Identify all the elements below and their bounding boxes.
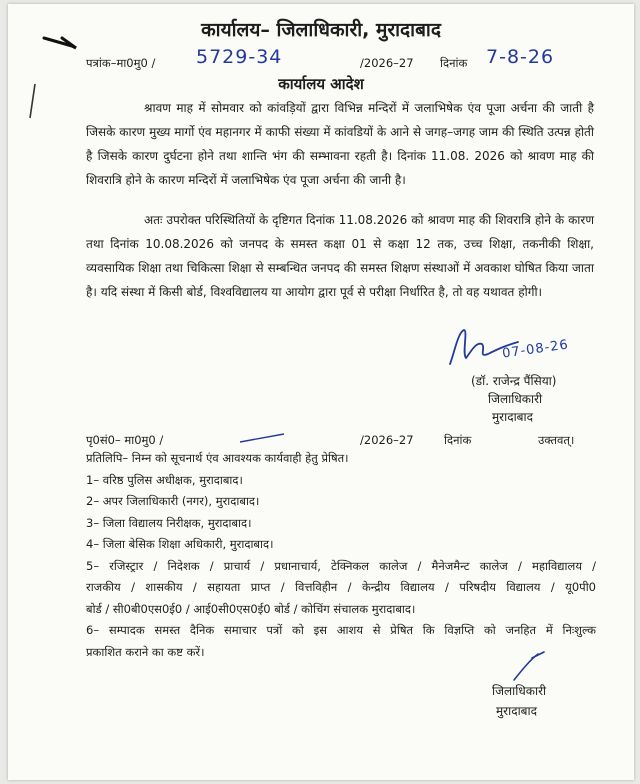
copy-list-item-6-line-1: 6– सम्पादक समस्त दैनिक समाचार पत्रों को इस आशय से प्रेषित कि विज्ञप्ति को जनहित में निःशुल्क [86,623,596,637]
closing-place: मुरादाबाद [496,704,538,718]
reference-number-handwritten: 5729-34 [196,46,283,68]
copy-intro: प्रतिलिपि– निम्न को सूचनार्थ एंव आवश्यक कार्यवाही हेतु प्रेषित। [86,451,349,465]
copy-list-item-5-line-2: राजकीय / शासकीय / सहायता प्राप्त / वित्तविहीन / केन्द्रीय विद्यालय / परिषदीय विद्यालय / यू0पी0 [86,580,596,594]
document-page [8,4,634,780]
signatory-name: (डॉ. राजेन्द्र पैंसिया) [471,374,557,388]
closing-signature-icon [508,650,548,684]
reference-year: /2026–27 [360,56,414,70]
reference-date-label: दिनांक [440,56,468,70]
copy-list-item-6-line-2: प्रकाशित कराने का कष्ट करें। [86,644,205,659]
order-title: कार्यालय आदेश [278,75,364,93]
order-paragraph-2: अतः उपरोक्त परिस्थितियों के दृष्टिगत दिनांक 11.08.2026 को श्रावण माह की शिवरात्रि होने के कारण तथा दिनांक 10.08.2026 को जनपद के समस्त कक्षा 01 से कक्षा 12 तक, उच्च शिक्षा, तकनीकी शिक्षा, व्यवसायिक शिक्षा तथा चिकित्सा शिक्षा से सम्बन्धित जनपद की समस्त शिक्षण संस्थाओं में अवकाश घोषित किया जाता है। यदि संस्था में किसी बोर्ड, विश्वविद्यालय या आयोग द्वारा पूर्व से परीक्षा निर्धारित है, तो वह यथावत होगी। [86,213,594,299]
pen-stroke-icon [238,432,288,444]
copy-reference-prefix: पृ0सं0– मा0मु0 / [86,433,164,447]
copy-reference-as-above: उक्तवत्। [538,433,575,447]
copy-list [86,448,596,663]
closing-designation: जिलाधिकारी [492,684,547,698]
signatory-designation: जिलाधिकारी [488,392,543,406]
reference-prefix: पत्रांक–मा0मु0 / [86,56,156,70]
copy-reference-year: /2026–27 [360,433,414,447]
order-paragraph-1: श्रावण माह में सोमवार को कांवड़ियों द्वारा विभिन्न मन्दिरों में जलाभिषेक एंव पूजा अर्चना की जाती है जिसके कारण मुख्य मार्गो एंव महानगर में काफी संख्या में कांवडियों के आने से जगह–जगह जाम की स्थिति उत्पन्न होती है जिसके कारण दुर्घटना होने तथा शान्ति भंग की सम्भावना रहती है। दिनांक 11.08. 2026 को श्रावण माह की शिवरात्रि होने के कारण मन्दिरों में जलाभिषेक एंव पूजा अर्चना की जानी है। [86,101,594,187]
copy-list-item-4: 4– जिला बेसिक शिक्षा अधिकारी, मुरादाबाद। [86,537,274,551]
reference-date-handwritten: 7-8-26 [486,46,555,68]
copy-reference-date-label: दिनांक [444,433,472,447]
copy-list-item-5-line-1: 5– रजिस्ट्रार / निदेशक / प्राचार्य / प्रधानाचार्य, टेक्निकल कालेज / मैनेजमैन्ट कालेज / महाविद्यालय / [86,558,596,573]
copy-list-item-5-line-3: बोर्ड / सी0बी0एस0ई0 / आई0सी0एस0ई0 बोर्ड / कोचिंग संचालक मुरादाबाद। [86,601,416,616]
signatory-place: मुरादाबाद [492,410,534,424]
signature-date-handwritten: 07-08-26 [501,337,570,362]
copy-list-item-2: 2– अपर जिलाधिकारी (नगर), मुरादाबाद। [86,494,260,508]
copy-list-item-3: 3– जिला विद्यालय निरीक्षक, मुरादाबाद। [86,515,252,530]
office-title: कार्यालय– जिलाधिकारी, मुरादाबाद [201,19,441,41]
copy-list-item-1: 1– वरिष्ठ पुलिस अधीक्षक, मुरादाबाद। [86,472,243,487]
